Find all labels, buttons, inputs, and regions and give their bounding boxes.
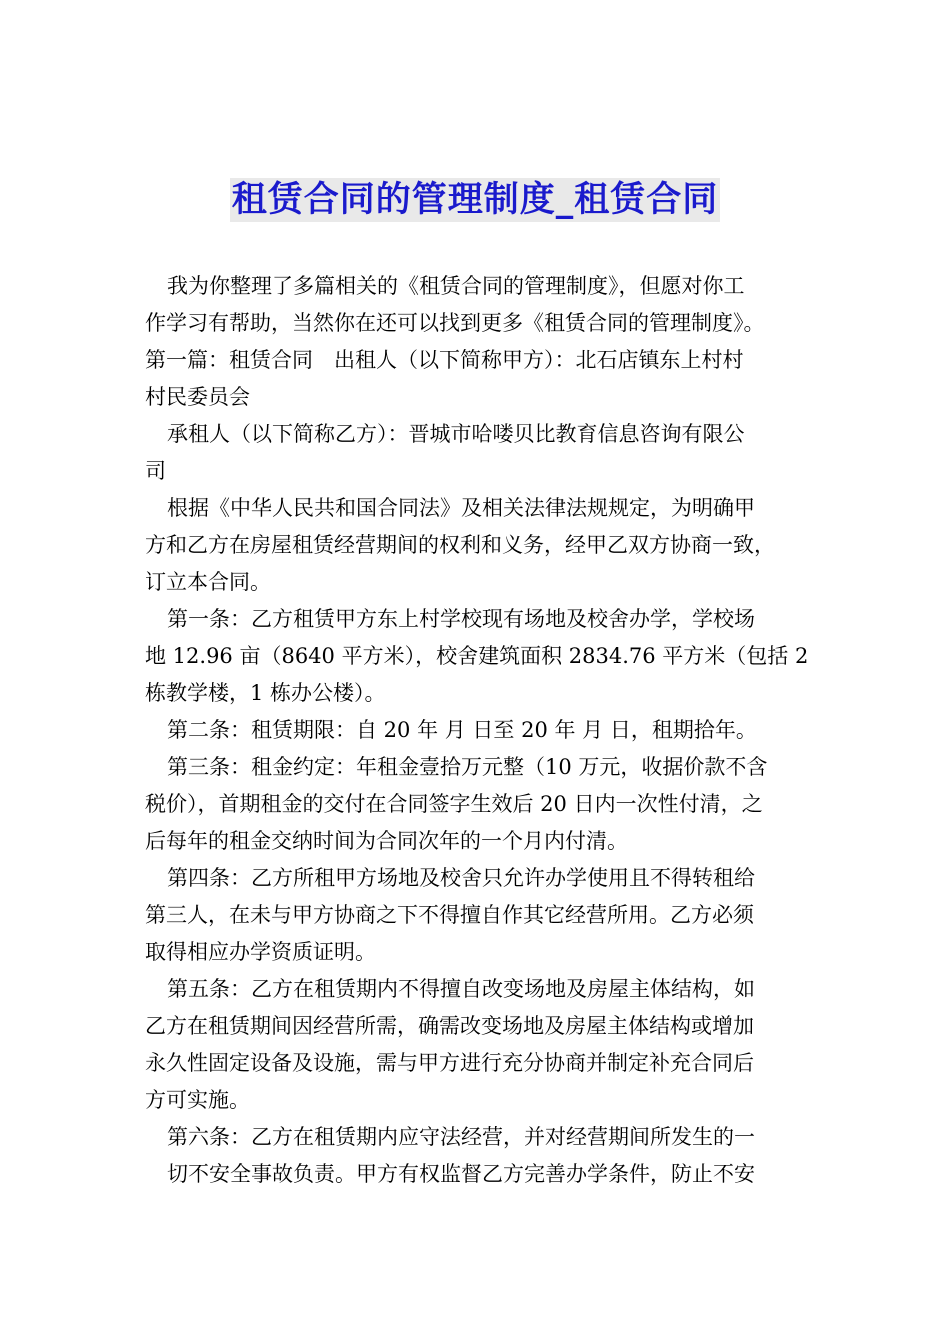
body-text-line: 我为你整理了多篇相关的《租赁合同的管理制度》，但愿对你工 [167, 274, 745, 298]
body-text-line: 司 [145, 459, 166, 483]
body-text-line: 第一篇：租赁合同 出租人（以下简称甲方）：北石店镇东上村村 [145, 348, 744, 372]
body-text-line: 栋教学楼，1 栋办公楼）。 [145, 681, 386, 705]
body-text-line: 第六条：乙方在租赁期内应守法经营，并对经营期间所发生的一 [167, 1125, 755, 1149]
body-text-line: 方可实施。 [145, 1088, 250, 1112]
body-text-line: 地 12.96 亩（8640 平方米），校舍建筑面积 2834.76 平方米（包括 2 [145, 644, 809, 668]
body-text-line: 第二条：租赁期限：自 20 年 月 日至 20 年 月 日，租期拾年。 [167, 718, 757, 742]
body-text-line: 根据《中华人民共和国合同法》及相关法律法规规定，为明确甲 [167, 496, 755, 520]
body-text-line: 第一条：乙方租赁甲方东上村学校现有场地及校舍办学，学校场 [167, 607, 755, 631]
body-text-line: 第四条：乙方所租甲方场地及校舍只允许办学使用且不得转租给 [167, 866, 755, 890]
body-text-line: 乙方在租赁期间因经营所需，确需改变场地及房屋主体结构或增加 [145, 1014, 754, 1038]
title-container [0, 178, 950, 222]
body-text-line: 作学习有帮助，当然你在还可以找到更多《租赁合同的管理制度》。 [145, 311, 765, 335]
body-text-line: 第五条：乙方在租赁期内不得擅自改变场地及房屋主体结构，如 [167, 977, 755, 1001]
body-text-line: 第三人，在未与甲方协商之下不得擅自作其它经营所用。乙方必须 [145, 903, 754, 927]
body-text-line: 订立本合同。 [145, 570, 271, 594]
document-body [145, 268, 810, 1193]
body-text-line: 村民委员会 [145, 385, 250, 409]
body-text-line: 取得相应办学资质证明。 [145, 940, 376, 964]
body-text-line: 第三条：租金约定：年租金壹拾万元整（10 万元，收据价款不含 [167, 755, 768, 779]
body-text-line: 永久性固定设备及设施，需与甲方进行充分协商并制定补充合同后 [145, 1051, 754, 1075]
body-text-line: 税价），首期租金的交付在合同签字生效后 20 日内一次性付清，之 [145, 792, 763, 816]
body-text-line: 切不安全事故负责。甲方有权监督乙方完善办学条件，防止不安 [167, 1162, 755, 1186]
body-text-line: 方和乙方在房屋租赁经营期间的权利和义务，经甲乙双方协商一致， [145, 533, 775, 557]
body-text-line: 承租人（以下简称乙方）：晋城市哈喽贝比教育信息咨询有限公 [167, 422, 745, 446]
body-text-line: 后每年的租金交纳时间为合同次年的一个月内付清。 [145, 829, 628, 853]
document-title: 租赁合同的管理制度_租赁合同 [231, 180, 719, 220]
